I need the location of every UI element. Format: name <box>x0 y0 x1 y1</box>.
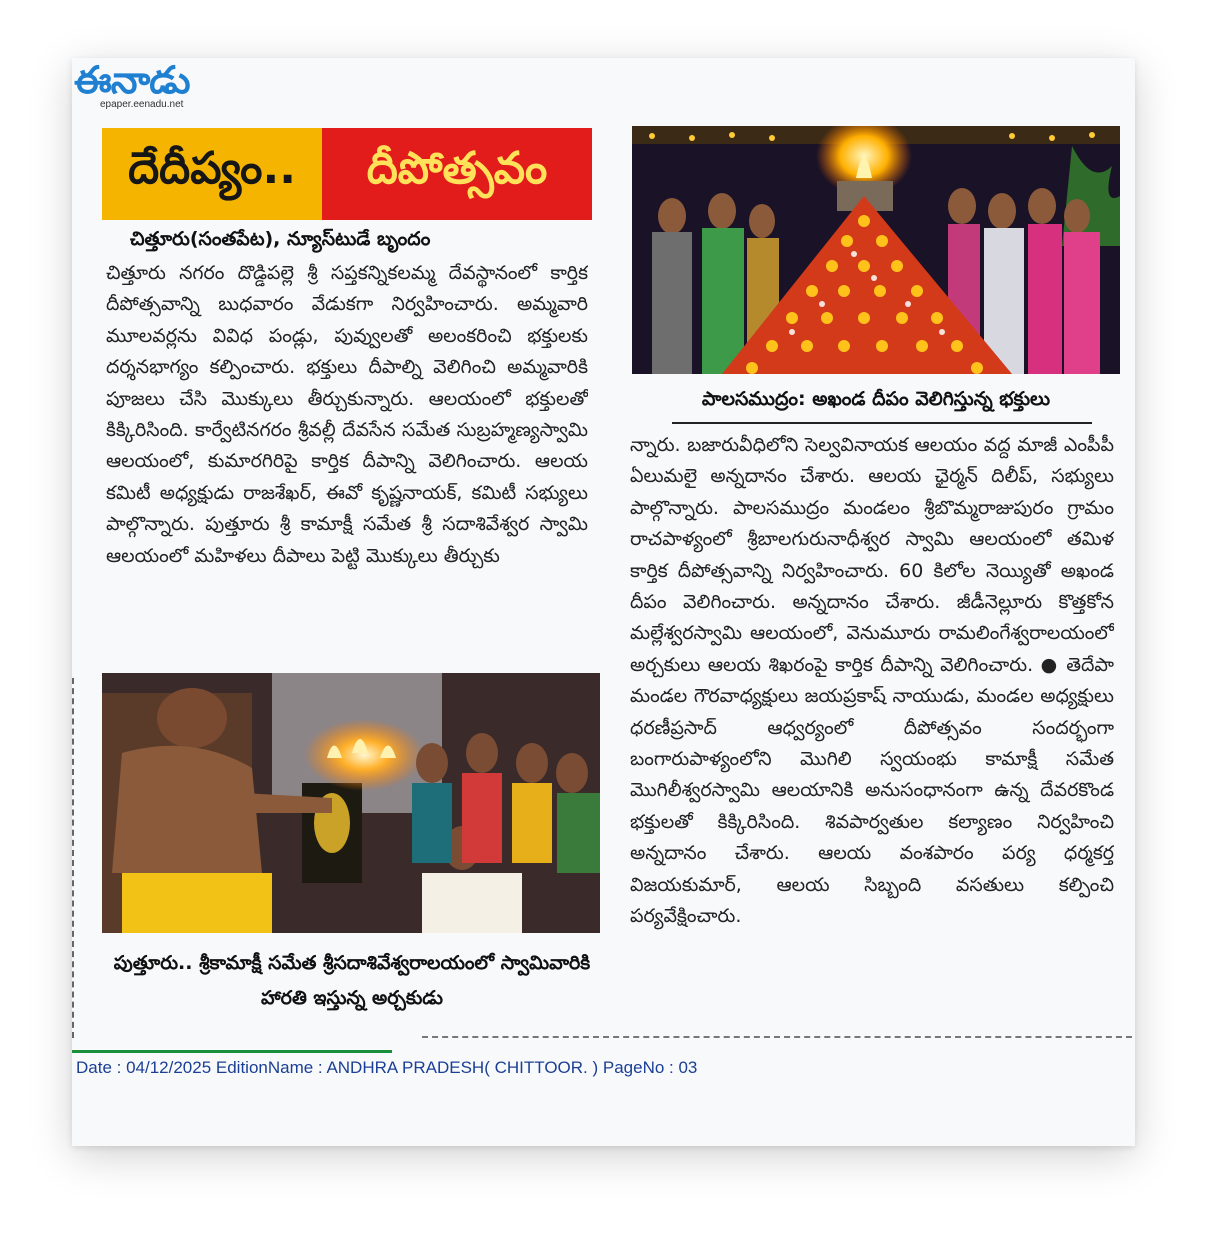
photo-top-caption: పాలసముద్రం: అఖండ దీపం వెలిగిస్తున్న భక్తులు <box>701 388 1051 410</box>
bottom-divider <box>422 1036 1132 1038</box>
photo-puttur-aarti <box>102 673 600 933</box>
byline: చిత్తూరు(సంతపేట), న్యూస్‌టుడే బృందం <box>130 228 431 250</box>
column-divider <box>72 678 74 1038</box>
article-column-1: చిత్తూరు నగరం దొడ్డిపల్లె శ్రీ సప్తకన్నికలమ్మ దేవస్థానంలో కార్తిక దీపోత్సవాన్ని బుధవారం వేడుకగా నిర్వహించారు. అమ్మవారి మూలవర్లను వివిధ పండ్లు, పువ్వులతో అలంకరించి భక్తులకు దర్శనభాగ్యం కల్పించారు. భక్తులు దీపాల్ని వెలిగించి అమ్మవారికి పూజలు చేసి మొక్కులు తీర్చుకున్నారు. ఆలయంలో భక్తులతో కిక్కిరిసింది. కార్వేటినగరం శ్రీవల్లీ దేవసేన సమేత సుబ్రహ్మణ్యస్వామి ఆలయంలో, కుమారగిరిపై కార్తిక దీపాన్ని వెలిగించారు. ఆలయ కమిటీ అధ్యక్షుడు రాజశేఖర్, ఈవో కృష్ణనాయక్, కమిటీ సభ్యులు పాల్గొన్నారు. పుత్తూరు శ్రీ కామాక్షీ సమేత శ్రీ సదాశివేశ్వర స్వామి ఆలయంలో మహిళలు దీపాలు పెట్టి మొక్కులు తీర్చుకు <box>106 262 588 567</box>
footer-rule <box>72 1050 392 1053</box>
photo-top-illustration <box>632 126 1120 374</box>
logo-wordmark: ఈనాడు <box>74 58 190 102</box>
photo-bottom-illustration <box>102 673 600 933</box>
photo-bottom-caption: పుత్తూరు.. శ్రీకామాక్షీ సమేత శ్రీసదాశివేశ్వరాలయంలో స్వామివారికి హారతి ఇస్తున్న అర్చకుడు <box>113 952 591 1009</box>
headline-right: దీపోత్సవం <box>322 128 592 220</box>
logo-url: epaper.eenadu.net <box>100 99 184 110</box>
edition-info: Date : 04/12/2025 EditionName : ANDHRA PRADESH( CHITTOOR. ) PageNo : 03 <box>76 1058 698 1077</box>
photo-palasamudram-lamp <box>632 126 1120 374</box>
headline <box>102 128 592 220</box>
caption-rule <box>672 422 1092 424</box>
eenadu-logo[interactable] <box>72 58 222 114</box>
article-column-2: న్నారు. బజారువీధిలోని సెల్వవినాయక ఆలయం వద్ద మాజీ ఎంపీపీ ఏలుమలై అన్నదానం చేశారు. ఆలయ ఛైర్మన్ దిలీప్, సభ్యులు పాల్గొన్నారు. పాలసముద్రం మండలం శ్రీబొమ్మరాజుపురం గ్రామం రాచపాళ్యంలో శ్రీబాలగురునాధీశ్వర స్వామి ఆలయంలో తమిళ కార్తిక దీపోత్సవాన్ని నిర్వహించారు. 60 కిలోల నెయ్యితో అఖండ దీపం వెలిగించారు. అన్నదానం చేశారు. జీడీనెల్లూరు కొత్తకోన మల్లేశ్వరస్వామి ఆలయంలో, వెనుమూరు రామలింగేశ్వరాలయంలో అర్చకులు ఆలయ శిఖరంపై కార్తిక దీపాన్ని వెలిగించారు. ● తెదేపా మండల గౌరవాధ్యక్షులు జయప్రకాష్ నాయుడు, మండల అధ్యక్షులు ధరణీప్రసాద్ ఆధ్వర్యంలో దీపోత్సవం సందర్భంగా బంగారుపాళ్యంలోని మొగిలి స్వయంభు కామాక్షీ సమేత మొగిలీశ్వరస్వామి ఆలయానికి అనుసంధానంగా ఉన్న దేవరకొండ భక్తులతో కిక్కిరిసింది. శివపార్వతుల కల్యాణం నిర్వహించి అన్నదానం చేశారు. ఆలయ వంశపారం పర్య ధర్మకర్త విజయకుమార్, ఆలయ సిబ్బంది వసతులు కల్పించి పర్యవేక్షించారు. <box>630 434 1114 928</box>
headline-left: దేదీప్యం.. <box>102 128 322 220</box>
epaper-clipping <box>72 58 1135 1146</box>
